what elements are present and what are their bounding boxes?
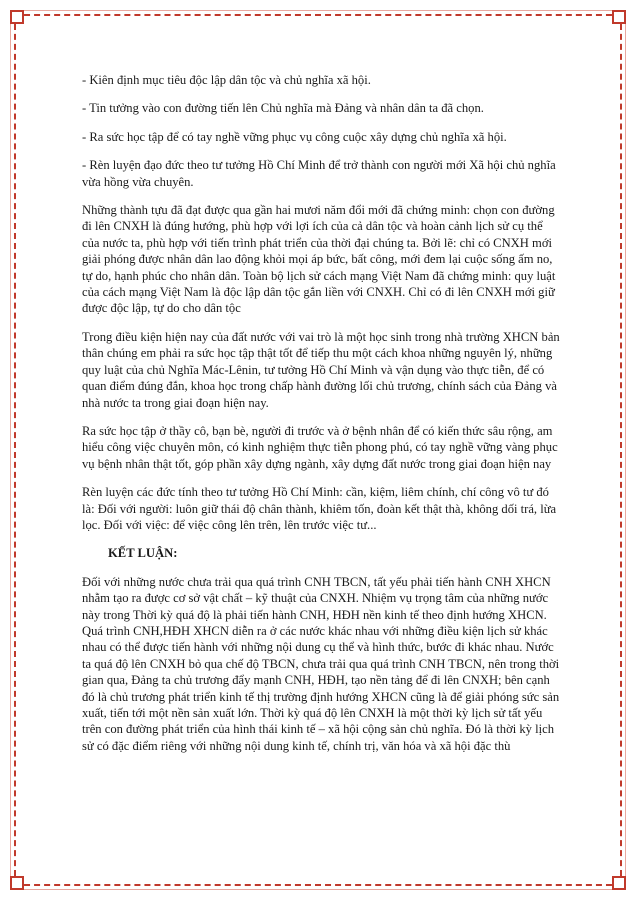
- paragraph-conclusion: Đối với những nước chưa trải qua quá trình CNH TBCN, tất yếu phải tiến hành CNH XHCN nhằm tạo ra được cơ sở vật chất – kỹ thuật của CNXH. Nhiệm vụ trọng tâm của những nước này trong Thời kỳ quá độ là phải tiến hành CNH, HĐH nền kinh tế theo định hướng XHCN. Quá trình CNH,HĐH XHCN diễn ra ở các nước khác nhau với những điều kiện lịch sử khác nhau có thể được tiến hành với những nội dung cụ thể và hình thức, bước đi khác nhau. Nước ta quá độ lên CNXH bỏ qua chế độ TBCN, chưa trải qua quá trình CNH TBCN, nên trong thời gian qua, Đảng ta chủ trương đẩy mạnh CNH, HĐH, tạo nền tảng để đi lên CNXH; bên cạnh đó là chủ trương phát triển kinh tế thị trường định hướng XHCN cũng là để giải phóng sức sản xuất, tiến tới một nền sản xuất lớn. Thời kỳ quá độ lên CNXH là một thời kỳ lịch sử tất yếu trên con đường phát triển của hình thái kinh tế – xã hội cộng sản chủ nghĩa. Đó là thời kỳ lịch sử có đặc điểm riêng với những nội dung kinh tế, chính trị, văn hóa và xã hội đặc thù: [82, 574, 560, 753]
- border-corner-ornament: [10, 10, 24, 24]
- border-corner-ornament: [612, 876, 626, 890]
- paragraph-student-role: Trong điều kiện hiện nay của đất nước với vai trò là một học sinh trong nhà trường XHCN bản thân chúng em phải ra sức học tập thật tốt để tiếp thu một cách khoa những nguyên lý, những quy luật của chủ Nghĩa Mác-Lênin, tư tưởng Hồ Chí Minh và vận dụng vào thực tiễn, để có quan điểm đúng đắn, khoa học trong chấp hành đường lối chủ trương, chính sách của Đảng và nhà nước ta trong giai đoạn hiện nay.: [82, 329, 560, 410]
- border-corner-ornament: [612, 10, 626, 24]
- document-body: [82, 72, 560, 766]
- paragraph-learning: Ra sức học tập ở thầy cô, bạn bè, người đi trước và ở bệnh nhân để có kiến thức sâu rộng, am hiểu công việc chuyên môn, có kinh nghiệm thực tiễn phong phú, có tay nghề vững vàng phục vụ bệnh nhân thật tốt, góp phần xây dựng ngành, xây dựng đất nước trong giai đoạn hiện nay: [82, 423, 558, 471]
- bullet-study-skills: - Ra sức học tập để có tay nghề vững phục vụ công cuộc xây dựng chủ nghĩa xã hội.: [82, 129, 507, 144]
- border-corner-ornament: [10, 876, 24, 890]
- conclusion-heading: KẾT LUẬN:: [108, 546, 178, 561]
- bullet-moral-training: - Rèn luyện đạo đức theo tư tưởng Hồ Chí Minh để trở thành con người mới Xã hội chủ nghĩa vừa hồng vừa chuyên.: [82, 158, 556, 189]
- paragraph-achievements: Những thành tựu đã đạt được qua gần hai mươi năm đổi mới đã chứng minh: chọn con đường đi lên CNXH là đúng hướng, phù hợp với lợi ích của cả dân tộc và hoàn cảnh lịch sử cụ thể của nước ta, phù hợp với tiến trình phát triển của thời đại chúng ta. Bởi lẽ: chỉ có CNXH mới giải phóng được nhân dân lao động khỏi mọi áp bức, bất công, mới đem lại cuộc sống ấm no, tự do, hạnh phúc cho nhân dân. Toàn bộ lịch sử cách mạng Việt Nam đã chứng minh: quy luật của cách mạng Việt Nam là độc lập dân tộc gắn liền với CNXH. Chỉ có đi lên CNXH mới giữ được độc lập, tự do cho dân tộc: [82, 203, 556, 316]
- bullet-trust-path: - Tin tưởng vào con đường tiến lên Chủ nghĩa mà Đảng và nhân dân ta đã chọn.: [82, 101, 484, 116]
- paragraph-virtues: Rèn luyện các đức tính theo tư tưởng Hồ Chí Minh: cần, kiệm, liêm chính, chí công vô tư đó là: Đối với người: luôn giữ thái độ chân thành, khiêm tốn, đoàn kết thật thà, không dối trá, lừa lọc. Đối với việc: để việc công lên trên, lên trước việc tư...: [82, 485, 557, 532]
- bullet-goal-independence: - Kiên định mục tiêu độc lập dân tộc và chủ nghĩa xã hội.: [82, 73, 371, 87]
